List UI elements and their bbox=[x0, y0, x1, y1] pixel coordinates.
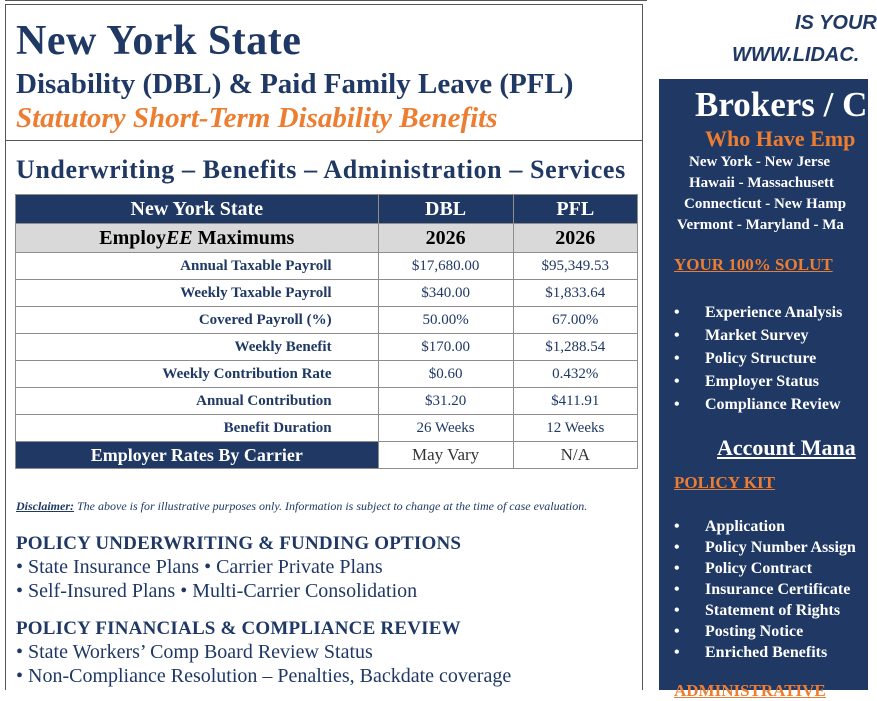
solutions-list bbox=[674, 301, 842, 416]
disclaimer-text: The above is for illustrative purposes only. Information is subject to change at the time of case evaluation. bbox=[74, 499, 588, 513]
table-row: Annual Contribution $31.20 $411.91 bbox=[16, 388, 638, 415]
table-row: Weekly Contribution Rate $0.60 0.432% bbox=[16, 361, 638, 388]
list-item: • Posting Notice bbox=[674, 621, 856, 642]
list-item: • Employer Status bbox=[674, 370, 842, 393]
list-item: • Experience Analysis bbox=[674, 301, 842, 324]
services-heading: Underwriting – Benefits – Administration – Services bbox=[16, 155, 626, 184]
list-item: • Non-Compliance Resolution – Penalties, Backdate coverage bbox=[16, 665, 512, 687]
table-row: Weekly Benefit $170.00 $1,288.54 bbox=[16, 334, 638, 361]
list-item: • Policy Contract bbox=[674, 558, 856, 579]
table-row-employer-rates: Employer Rates By Carrier May Vary N/A bbox=[16, 442, 638, 469]
header-dbl: DBL bbox=[378, 195, 513, 224]
disclaimer-label: Disclaimer: bbox=[16, 499, 74, 513]
table-row: Weekly Taxable Payroll $340.00 $1,833.64 bbox=[16, 280, 638, 307]
subheader-dbl-year: 2026 bbox=[378, 224, 513, 253]
section-title-underwriting: POLICY UNDERWRITING & FUNDING OPTIONS bbox=[16, 533, 462, 554]
states-line: Hawaii - Massachusett bbox=[689, 175, 834, 191]
page-title: New York State bbox=[16, 18, 302, 64]
top-border bbox=[5, 0, 647, 1]
page-tagline: Statutory Short-Term Disability Benefits bbox=[16, 102, 498, 134]
list-item: • Policy Structure bbox=[674, 347, 842, 370]
right-top-line-1: IS YOUR bbox=[795, 12, 877, 34]
list-item: • State Insurance Plans • Carrier Private Plans bbox=[16, 556, 383, 578]
table-row: Covered Payroll (%) 50.00% 67.00% bbox=[16, 307, 638, 334]
header-block bbox=[6, 5, 642, 141]
list-item: • Market Survey bbox=[674, 324, 842, 347]
list-item: • Policy Number Assign bbox=[674, 537, 856, 558]
brokers-panel bbox=[659, 79, 868, 700]
table-row: Annual Taxable Payroll $17,680.00 $95,349.53 bbox=[16, 253, 638, 280]
account-management-heading: Account Mana bbox=[717, 435, 856, 460]
section-title-financials: POLICY FINANCIALS & COMPLIANCE REVIEW bbox=[16, 618, 461, 639]
employee-maximums-table bbox=[15, 194, 638, 469]
states-line: Connecticut - New Hamp bbox=[684, 196, 847, 212]
policy-kit-heading: POLICY KIT bbox=[674, 473, 775, 492]
page-subtitle: Disability (DBL) & Paid Family Leave (PFL) bbox=[16, 68, 574, 100]
list-item: • Enriched Benefits bbox=[674, 642, 856, 663]
table-row: Benefit Duration 26 Weeks 12 Weeks bbox=[16, 415, 638, 442]
states-line: Vermont - Maryland - Ma bbox=[677, 217, 844, 233]
table-subheader-row bbox=[16, 224, 638, 253]
subheader-pfl-year: 2026 bbox=[513, 224, 637, 253]
header-pfl: PFL bbox=[513, 195, 637, 224]
brokers-title: Brokers / C bbox=[695, 85, 868, 124]
list-item: • Statement of Rights bbox=[674, 600, 856, 621]
header-state: New York State bbox=[16, 195, 379, 224]
disclaimer bbox=[16, 499, 587, 514]
list-item: • Self-Insured Plans • Multi-Carrier Consolidation bbox=[16, 580, 418, 602]
list-item: • Insurance Certificate bbox=[674, 579, 856, 600]
website-link[interactable]: WWW.LIDAC. bbox=[732, 44, 860, 66]
list-item: • Application bbox=[674, 516, 856, 537]
brokers-subtitle: Who Have Emp bbox=[705, 126, 856, 151]
table-header-row bbox=[16, 195, 638, 224]
solutions-heading: YOUR 100% SOLUT bbox=[674, 255, 833, 274]
list-item: • Compliance Review bbox=[674, 393, 842, 416]
administrative-heading: ADMINISTRATIVE bbox=[674, 681, 826, 700]
policy-kit-list bbox=[674, 516, 856, 663]
nys-dbl-pfl-panel bbox=[5, 4, 643, 690]
states-line: New York - New Jerse bbox=[689, 154, 831, 170]
list-item: • State Workers’ Comp Board Review Status bbox=[16, 641, 373, 663]
subheader-maximums: EmployEE Maximums bbox=[16, 224, 379, 253]
